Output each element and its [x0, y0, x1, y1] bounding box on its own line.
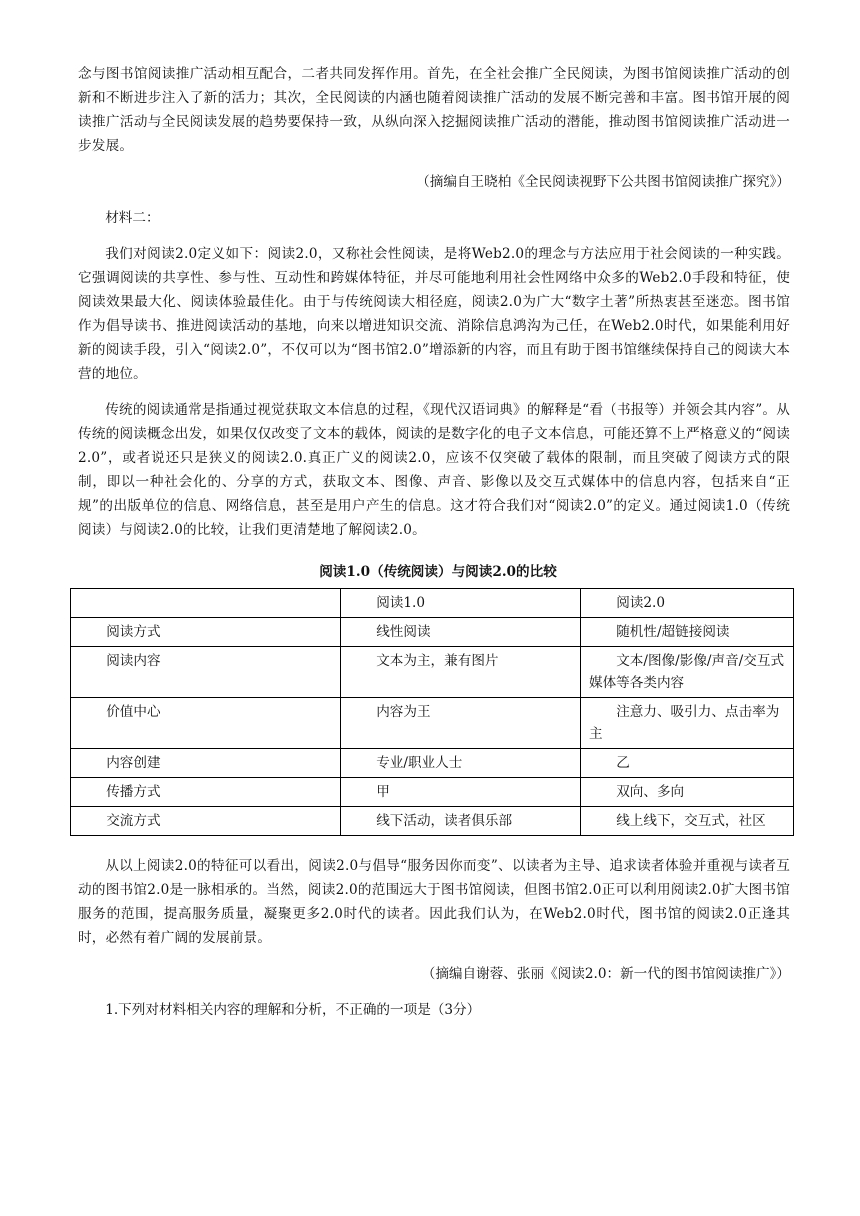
table-row	[71, 778, 794, 807]
table-cell	[581, 749, 794, 778]
table-cell-text: 线上线下，交互式，社区	[616, 813, 766, 829]
table-cell-text: 交流方式	[106, 813, 161, 829]
paragraph-2b: 传统的阅读通常是指通过视觉获取文本信息的过程，《现代汉语词典》的解释是“看（书报等）并领会其内容”。从传统的阅读概念出发，如果仅仅改变了文本的载体，阅读的是数字化的电子文本信息，可能还算不上严格意义的“阅读2.0”，或者说还只是狭义的阅读2.0.真正广义的阅读2.0，应该不仅突破了载体的限制，而且突破了阅读方式的限制，即以一种社会化的、分享的方式，获取文本、图像、声音、影像以及交互式媒体中的信息内容，包括来自“正规”的出版单位的信息、网络信息，甚至是用户产生的信息。这才符合我们对“阅读2.0”的定义。通过阅读1.0（传统阅读）与阅读2.0的比较，让我们更清楚地了解阅读2.0。	[78, 402, 790, 538]
paragraph-2a: 我们对阅读2.0定义如下：阅读2.0，又称社会性阅读，是将Web2.0的理念与方法应用于社会阅读的一种实践。它强调阅读的共享性、参与性、互动性和跨媒体特征，并尽可能地利用社会性网络中众多的Web2.0手段和特征，使阅读效果最大化、阅读体验最佳化。由于与传统阅读大相径庭，阅读2.0为广大“数字土著”所热衷甚至迷恋。图书馆作为倡导读书、推进阅读活动的基地，向来以增进知识交流、消除信息鸿沟为己任，在Web2.0时代，如果能利用好新的阅读手段，引入“阅读2.0”，不仅可以为“图书馆2.0”增添新的内容，而且有助于图书馆继续保持自己的阅读大本营的地位。	[78, 246, 790, 382]
paragraph-top: 念与图书馆阅读推广活动相互配合，二者共同发挥作用。首先，在全社会推广全民阅读，为图书馆阅读推广活动的创新和不断进步注入了新的活力；其次，全民阅读的内涵也随着阅读推广活动的发展不断完善和丰富。图书馆开展的阅读推广活动与全民阅读发展的趋势要保持一致，从纵向深入挖掘阅读推广活动的潜能，推动图书馆阅读推广活动进一步发展。	[78, 66, 790, 154]
table-cell-text: 阅读1.0	[376, 595, 425, 611]
table-cell	[71, 807, 341, 836]
table-cell	[341, 778, 581, 807]
table-cell-text: 专业/职业人士	[376, 755, 463, 771]
table-cell	[71, 618, 341, 647]
table-cell	[71, 698, 341, 749]
paragraph-2c: 从以上阅读2.0的特征可以看出，阅读2.0与倡导“服务因你而变”、以读者为主导、追求读者体验并重视与读者互动的图书馆2.0是一脉相承的。当然，阅读2.0的范围远大于图书馆阅读，但图书馆2.0正可以利用阅读2.0扩大图书馆服务的范围，提高服务质量，凝聚更多2.0时代的读者。因此我们认为，在Web2.0时代，图书馆的阅读2.0正逢其时，必然有着广阔的发展前景。	[78, 858, 790, 946]
table-row	[71, 807, 794, 836]
table-cell-text: 阅读方式	[106, 624, 161, 640]
question-1: 1.下列对材料相关内容的理解和分析，不正确的一项是（3分）	[105, 1002, 481, 1018]
table-cell-text: 随机性/超链接阅读	[616, 624, 730, 640]
table-cell	[341, 618, 581, 647]
table-header-cell	[71, 589, 341, 618]
table-header-cell	[341, 589, 581, 618]
table-cell-text: 价值中心	[106, 704, 161, 720]
table-cell-text: 乙	[616, 755, 630, 771]
table-cell	[581, 698, 794, 749]
comparison-table	[70, 588, 794, 836]
table-cell-text: 线下活动，读者俱乐部	[376, 813, 513, 829]
material-2-label: 材料二：	[105, 210, 160, 226]
table-header-cell	[581, 589, 794, 618]
table-cell	[341, 749, 581, 778]
table-row	[71, 749, 794, 778]
table-cell	[341, 698, 581, 749]
table-cell-text: 文本/图像/影像/声音/交互式媒体等各类内容	[589, 653, 785, 691]
table-cell	[341, 647, 581, 698]
table-cell	[581, 618, 794, 647]
table-cell	[581, 647, 794, 698]
table-cell-text: 传播方式	[106, 784, 161, 800]
table-cell-text: 阅读内容	[106, 653, 161, 669]
source-citation-1: （摘编自王晓柏《全民阅读视野下公共图书馆阅读推广探究》）	[416, 174, 790, 190]
table-row	[71, 618, 794, 647]
table-row	[71, 698, 794, 749]
table-cell-text: 双向、多向	[616, 784, 685, 800]
table-cell	[341, 807, 581, 836]
table-cell	[71, 647, 341, 698]
table-cell-text: 线性阅读	[376, 624, 431, 640]
table-cell-text: 甲	[376, 784, 390, 800]
source-citation-2: （摘编自谢蓉、张丽《阅读2.0：新一代的图书馆阅读推广》）	[421, 966, 790, 982]
table-cell	[581, 807, 794, 836]
table-title: 阅读1.0（传统阅读）与阅读2.0的比较	[319, 564, 557, 580]
table-cell	[71, 778, 341, 807]
document-page	[78, 62, 790, 1022]
table-cell-text: 阅读2.0	[616, 595, 665, 611]
table-cell	[71, 749, 341, 778]
table-cell-text: 注意力、吸引力、点击率为主	[589, 704, 780, 742]
table-header-row	[71, 589, 794, 618]
table-row	[71, 647, 794, 698]
table-cell-text: 文本为主，兼有图片	[376, 653, 499, 669]
table-cell-text: 内容为王	[376, 704, 431, 720]
table-cell	[581, 778, 794, 807]
table-cell-text: 内容创建	[106, 755, 161, 771]
